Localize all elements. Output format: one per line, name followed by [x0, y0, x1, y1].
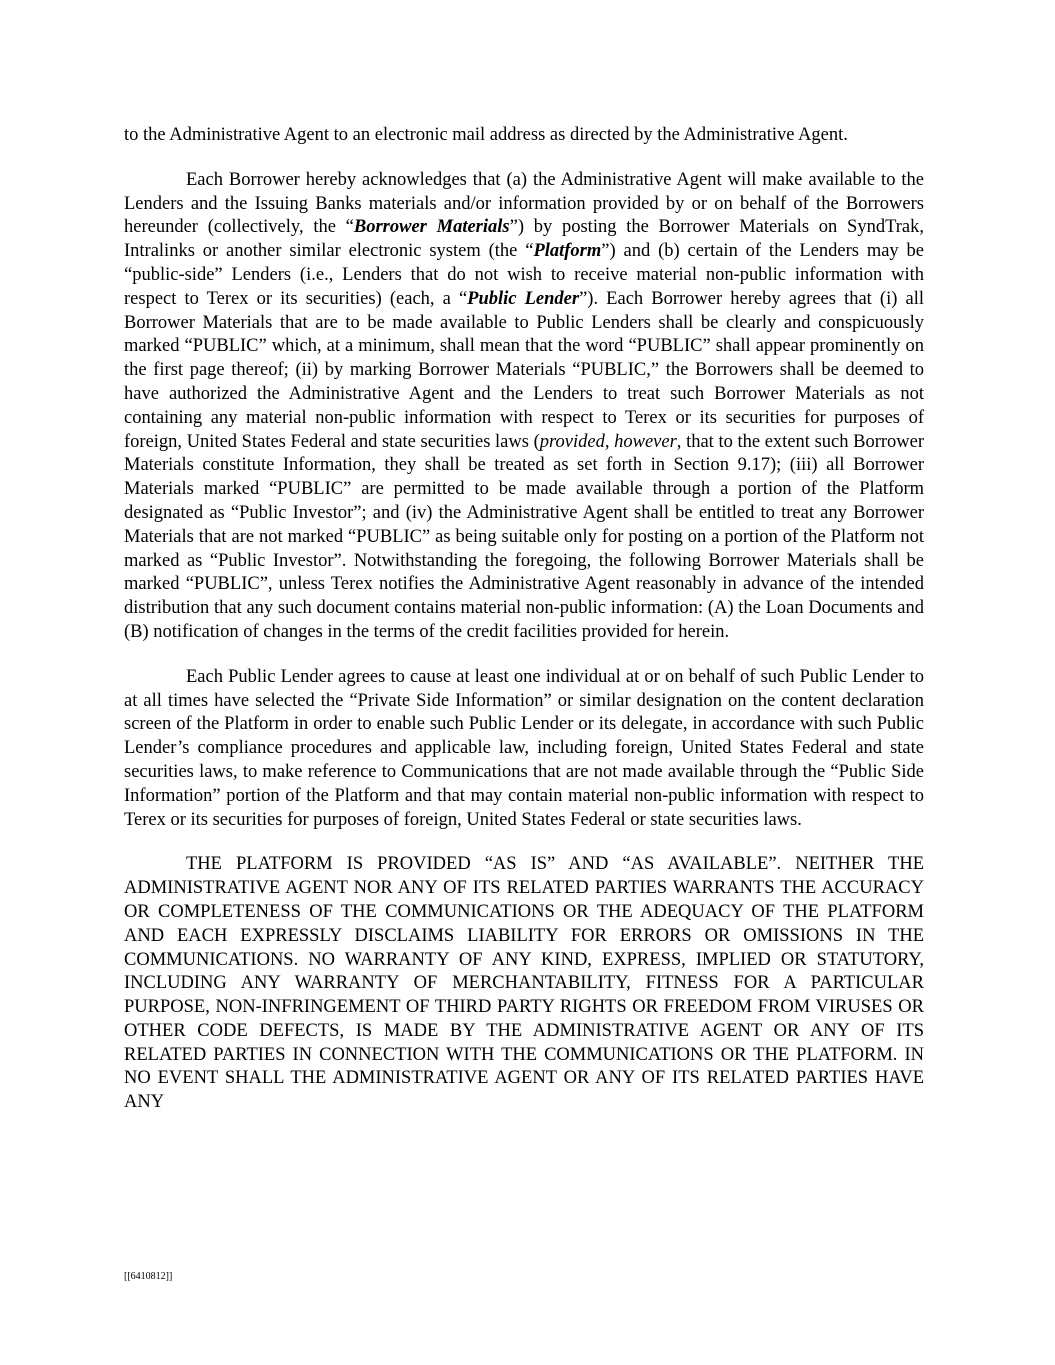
defined-term-platform: Platform	[533, 241, 602, 262]
defined-term-public-lender: Public Lender	[467, 288, 580, 309]
italic-however: however	[614, 431, 677, 452]
paragraph-text: , that to the extent such Borrower Materials constitute Information, they shall be treated as set forth in Section 9.17); (iii) all Borrower Materials marked “PUBLIC” are permitted to be made available through a portion of the Platform designated as “Public Investor”; and (iv) the Administrative Agent shall be entitled to treat any Borrower Materials that are not marked “PUBLIC” as being suitable only for posting on a portion of the Platform not marked as “Public Investor”. Notwithstanding the foregoing, the following Borrower Materials shall be marked “PUBLIC”, unless Terex notifies the Administrative Agent reasonably in advance of the intended distribution that any such document contains material non-public information: (A) the Loan Documents and (B) notification of changes in the terms of the credit facilities provided for herein.	[124, 431, 925, 642]
italic-provided: provided	[539, 431, 605, 452]
document-page	[124, 124, 924, 1115]
paragraph-text: ,	[604, 431, 615, 452]
paragraph-text: Each Borrower hereby acknowledges that (a) the Administrative Agent will make available to the Lenders and the Issuing Banks materials and/or information provided by or on behalf of the Borrowers hereunder (collectively, the “	[124, 169, 924, 238]
paragraph-continuation: to the Administrative Agent to an electronic mail address as directed by the Administrative Agent.	[124, 125, 848, 145]
defined-term-borrower-materials: Borrower Materials	[353, 217, 510, 238]
paragraph-text: ”). Each Borrower hereby agrees that (i) all Borrower Materials that are to be made available to Public Lenders shall be clearly and conspicuously marked “PUBLIC” which, at a minimum, shall mean that the word “PUBLIC” shall appear prominently on the first page thereof; (ii) by marking Borrower Materials “PUBLIC,” the Borrowers shall be deemed to have authorized the Administrative Agent and the Lenders to treat such Borrower Materials as not containing any material non-public information with respect to Terex or its securities for purposes of foreign, United States Federal and state securities laws (	[124, 288, 924, 452]
paragraph-text: ”) and (b) certain of the Lenders may be “public-side” Lenders (i.e., Lenders that do not wish to receive material non-public information with respect to Terex or its securities) (each, a “	[124, 241, 924, 309]
paragraph-borrower-materials	[124, 169, 924, 645]
footer-document-id: [[6410812]]	[124, 1271, 173, 1282]
paragraph-public-lender: Each Public Lender agrees to cause at least one individual at or on behalf of such Public Lender to at all times have selected the “Private Side Information” or similar designation on the content declaration screen of the Platform in order to enable such Public Lender or its delegate, in accordance with such Public Lender’s compliance procedures and applicable law, including foreign, United States Federal and state securities laws, to make reference to Communications that are not made available through the “Public Side Information” portion of the Platform and that may contain material non-public information with respect to Terex or its securities for purposes of foreign, United States Federal or state securities laws.	[124, 666, 924, 830]
paragraph-text: ”) by posting the Borrower Materials on SyndTrak, Intralinks or another similar electronic system (the “	[124, 217, 924, 262]
paragraph-disclaimer: THE PLATFORM IS PROVIDED “AS IS” AND “AS AVAILABLE”. NEITHER THE ADMINISTRATIVE AGENT NOR ANY OF ITS RELATED PARTIES WARRANTS THE ACCURACY OR COMPLETENESS OF THE COMMUNICATIONS OR THE ADEQUACY OF THE PLATFORM AND EACH EXPRESSLY DISCLAIMS LIABILITY FOR ERRORS OR OMISSIONS IN THE COMMUNICATIONS. NO WARRANTY OF ANY KIND, EXPRESS, IMPLIED OR STATUTORY, INCLUDING ANY WARRANTY OF MERCHANTABILITY, FITNESS FOR A PARTICULAR PURPOSE, NON-INFRINGEMENT OF THIRD PARTY RIGHTS OR FREEDOM FROM VIRUSES OR OTHER CODE DEFECTS, IS MADE BY THE ADMINISTRATIVE AGENT OR ANY OF ITS RELATED PARTIES IN CONNECTION WITH THE COMMUNICATIONS OR THE PLATFORM. IN NO EVENT SHALL THE ADMINISTRATIVE AGENT OR ANY OF ITS RELATED PARTIES HAVE ANY	[124, 854, 924, 1113]
